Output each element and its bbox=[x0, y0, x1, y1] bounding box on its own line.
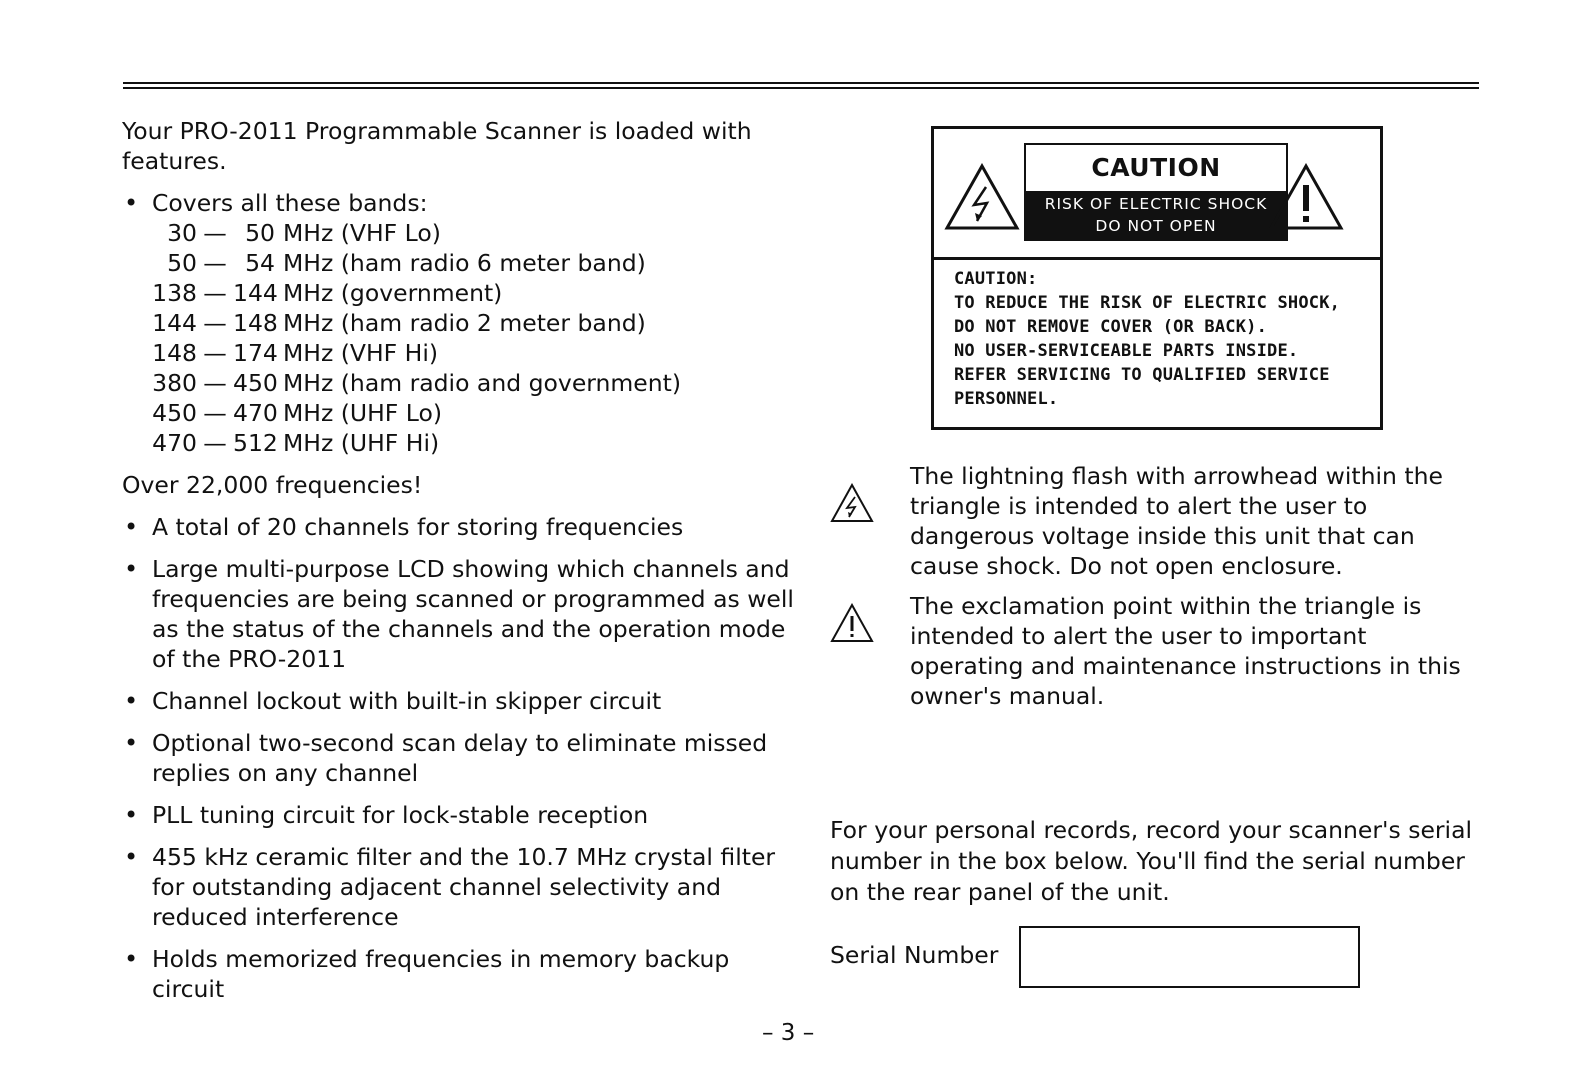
records-text: For your personal records, record your scanner's serial number in the box below. You'll find the serial number on the rear panel of the unit. bbox=[830, 816, 1473, 906]
exclamation-triangle-icon bbox=[1268, 163, 1344, 231]
lightning-triangle-icon bbox=[830, 483, 874, 523]
band-row: 30 — 50 MHz (VHF Lo) bbox=[167, 219, 441, 247]
band-row: 138 — 144 MHz (government) bbox=[152, 279, 503, 307]
features-column bbox=[122, 116, 802, 1016]
serial-number-label: Serial Number bbox=[830, 941, 999, 969]
band-row: 148 — 174 MHz (VHF Hi) bbox=[152, 339, 439, 367]
top-rule-second bbox=[123, 87, 1479, 89]
intro-text: Your PRO-2011 Programmable Scanner is loaded with features. bbox=[122, 117, 752, 175]
feature-item: • 455 kHz ceramic filter and the 10.7 MHz crystal filter for outstanding adjacent channel selectivity and reduced interference bbox=[122, 842, 802, 932]
exclamation-triangle-icon bbox=[830, 603, 874, 643]
lightning-triangle-icon bbox=[944, 163, 1020, 231]
caution-label-warning: RISK OF ELECTRIC SHOCK DO NOT OPEN bbox=[1026, 191, 1286, 239]
feature-item: • Holds memorized frequencies in memory backup circuit bbox=[122, 944, 802, 1004]
band-row: 450 — 470 MHz (UHF Lo) bbox=[152, 399, 443, 427]
band-row: 144 — 148 MHz (ham radio 2 meter band) bbox=[152, 309, 646, 337]
caution-instructions: CAUTION: TO REDUCE THE RISK OF ELECTRIC SHOCK, DO NOT REMOVE COVER (OR BACK). NO USER-SERVICEABLE PARTS INSIDE. REFER SERVICING TO QUALIFIED SERVICE PERSONNEL. bbox=[954, 269, 1341, 409]
feature-item: • Channel lockout with built-in skipper circuit bbox=[122, 686, 802, 716]
feature-item: • PLL tuning circuit for lock-stable reception bbox=[122, 800, 802, 830]
feature-item: • Large multi-purpose LCD showing which channels and frequencies are being scanned or programmed as well as the status of the channels and the operation mode of the PRO-2011 bbox=[122, 554, 802, 674]
serial-number-box bbox=[1019, 926, 1360, 988]
feature-item: • Optional two-second scan delay to eliminate missed replies on any channel bbox=[122, 728, 802, 788]
caution-label-title: CAUTION bbox=[1091, 153, 1221, 182]
page-number: – 3 – bbox=[762, 1020, 815, 1046]
caution-box bbox=[931, 126, 1383, 430]
top-rule bbox=[123, 82, 1479, 84]
exclamation-explanation bbox=[830, 591, 1470, 711]
feature-bands bbox=[122, 188, 802, 458]
band-row: 470 — 512 MHz (UHF Hi) bbox=[152, 429, 440, 457]
feature-item: • A total of 20 channels for storing frequencies bbox=[122, 512, 802, 542]
exclamation-explanation-text: The exclamation point within the triangle is intended to alert the user to important operating and maintenance instructions in this owner's manual. bbox=[910, 592, 1461, 710]
frequency-count: Over 22,000 frequencies! bbox=[122, 471, 423, 499]
lightning-explanation bbox=[830, 461, 1470, 581]
caution-label bbox=[1024, 143, 1288, 241]
bands-list bbox=[152, 218, 802, 458]
band-row: 50 — 54 MHz (ham radio 6 meter band) bbox=[167, 249, 646, 277]
band-row: 380 — 450 MHz (ham radio and government) bbox=[152, 369, 682, 397]
bands-heading: • Covers all these bands: bbox=[152, 189, 428, 217]
caution-label-area bbox=[934, 129, 1380, 260]
lightning-explanation-text: The lightning flash with arrowhead within the triangle is intended to alert the user to dangerous voltage inside this unit that can cause shock. Do not open enclosure. bbox=[910, 462, 1443, 580]
